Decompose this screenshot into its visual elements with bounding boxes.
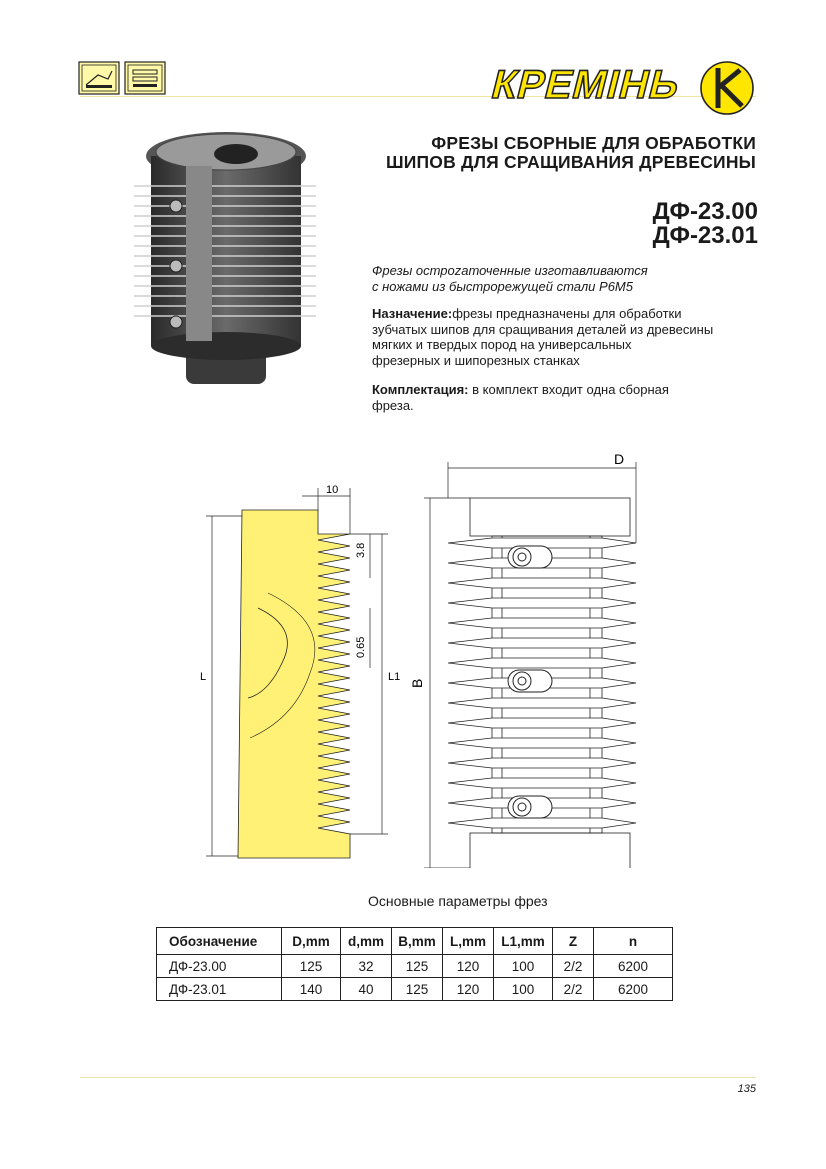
product-photo xyxy=(126,126,336,388)
description xyxy=(372,263,752,294)
col-L: L,mm xyxy=(443,928,494,955)
cell: 6200 xyxy=(594,978,673,1001)
kit xyxy=(372,382,752,413)
purpose xyxy=(372,306,752,368)
footer-rule xyxy=(80,1077,756,1078)
col-L1: L1,mm xyxy=(494,928,553,955)
dim-3-8: 3.8 xyxy=(355,542,367,558)
machine-icons xyxy=(78,61,168,95)
page-title-line1: ФРЕЗЫ СБОРНЫЕ ДЛЯ ОБРАБОТКИ xyxy=(431,133,756,153)
purpose-line4: фрезерных и шипорезных станках xyxy=(372,352,580,368)
kit-line1: в комплект входит одна сборная xyxy=(468,382,669,397)
col-D: D,mm xyxy=(282,928,341,955)
purpose-line2: зубчатых шипов для сращивания деталей из древесины xyxy=(372,321,714,337)
description-line1: Фрезы остроzаточенные изготавливаются xyxy=(372,263,648,278)
dim-B: B xyxy=(409,678,425,688)
page-number: 135 xyxy=(737,1083,756,1095)
cell: 125 xyxy=(282,955,341,978)
purpose-label: Назначение: xyxy=(372,306,453,321)
dim-0-65: 0.65 xyxy=(355,636,367,658)
cell: 100 xyxy=(494,955,553,978)
dim-D: D xyxy=(614,451,625,467)
cell: 125 xyxy=(392,978,443,1001)
description-line2: с ножами из быстрорежущей стали Р6М5 xyxy=(372,278,633,294)
machine-tool-icon xyxy=(78,61,168,95)
product-code-2: ДФ-23.01 xyxy=(652,222,758,249)
table-header-row xyxy=(157,928,673,955)
dim-L1: L1 xyxy=(388,671,401,683)
purpose-line3: мягких и твердых пород на универсальных xyxy=(372,337,632,352)
table-row xyxy=(157,978,673,1001)
cell: 6200 xyxy=(594,955,673,978)
dim-L: L xyxy=(200,671,207,683)
col-d: d,mm xyxy=(341,928,392,955)
table-caption: Основные параметры фрез xyxy=(368,893,548,909)
col-Z: Z xyxy=(553,928,594,955)
product-code-1: ДФ-23.00 xyxy=(652,198,758,225)
technical-drawing xyxy=(190,448,660,868)
kit-label: Комплектация: xyxy=(372,382,469,397)
col-B: B,mm xyxy=(392,928,443,955)
page-title-line2: ШИПОВ ДЛЯ СРАЩИВАНИЯ ДРЕВЕСИНЫ xyxy=(385,152,756,172)
brand-logo xyxy=(478,56,760,118)
col-designation: Обозначение xyxy=(157,928,282,955)
cell: 40 xyxy=(341,978,392,1001)
cell: ДФ-23.00 xyxy=(157,955,282,978)
cell: 2/2 xyxy=(553,955,594,978)
cell: 32 xyxy=(341,955,392,978)
kit-line2: фреза. xyxy=(372,397,414,413)
cell: 100 xyxy=(494,978,553,1001)
cell: ДФ-23.01 xyxy=(157,978,282,1001)
cell: 2/2 xyxy=(553,978,594,1001)
dim-10: 10 xyxy=(326,484,339,496)
cell: 125 xyxy=(392,955,443,978)
col-n: n xyxy=(594,928,673,955)
cell: 120 xyxy=(443,955,494,978)
brand-name: КРЕМІНЬ xyxy=(487,61,686,107)
profile-section xyxy=(238,510,350,858)
parameters-table xyxy=(156,927,673,1001)
purpose-line1: фрезы предназначены для обработки xyxy=(452,306,682,321)
cell: 120 xyxy=(443,978,494,1001)
cell: 140 xyxy=(282,978,341,1001)
table-row xyxy=(157,955,673,978)
